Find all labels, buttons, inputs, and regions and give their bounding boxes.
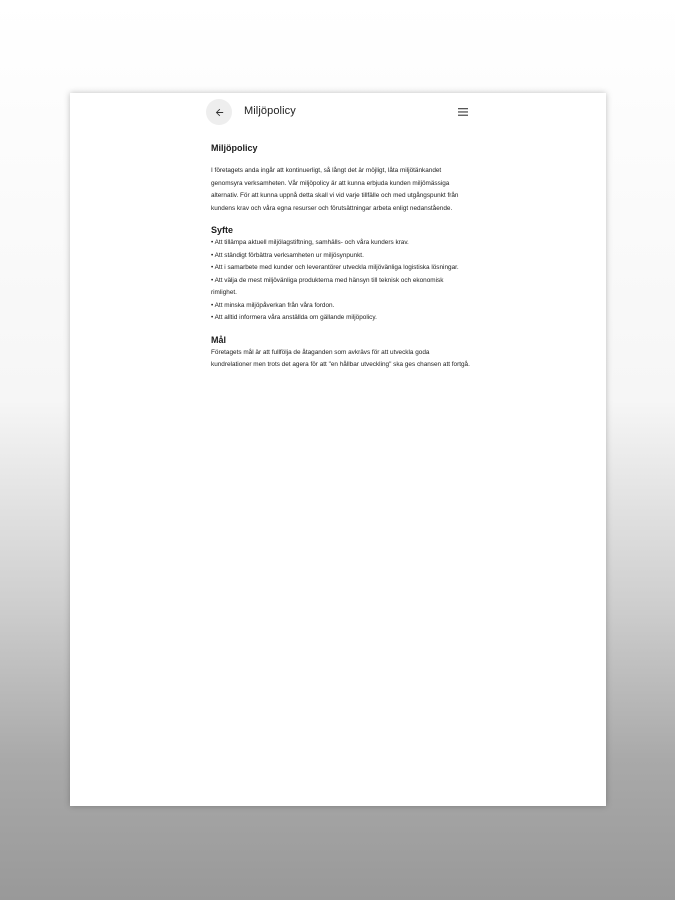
list-item: • Att tillämpa aktuell miljölagstiftning, samhälls- och våra kunders krav. bbox=[211, 239, 409, 246]
list-item: • Att alltid informera våra anställda om gällande miljöpolicy. bbox=[211, 314, 377, 321]
syfte-list bbox=[211, 237, 471, 325]
list-item: • Att ständigt förbättra verksamheten ur miljösynpunkt. bbox=[211, 251, 364, 259]
tablet-screen bbox=[70, 93, 606, 806]
hamburger-menu-icon bbox=[458, 108, 468, 116]
mal-heading: Mål bbox=[211, 334, 227, 345]
list-item: • Att välja de mest miljövänliga produkterna med hänsyn till teknisk och ekonomisk rimlighet. bbox=[211, 276, 444, 296]
content-heading: Miljöpolicy bbox=[211, 143, 258, 153]
mal-paragraph: Företagets mål är att fullfölja de åtaganden som avkrävs för att utveckla goda kundrelationer men trots det agera för att "en hållbar utveckling" ska ges chansen att fortgå. bbox=[211, 348, 470, 368]
list-item: • Att minska miljöpåverkan från våra fordon. bbox=[211, 301, 335, 309]
list-item: • Att i samarbete med kunder och leverantörer utveckla miljövänliga logistiska lösningar. bbox=[211, 264, 459, 271]
page-title: Miljöpolicy bbox=[244, 105, 296, 117]
arrow-left-icon bbox=[214, 107, 225, 118]
syfte-heading: Syfte bbox=[211, 225, 234, 235]
back-button[interactable] bbox=[206, 99, 232, 125]
app-bar bbox=[206, 99, 470, 129]
menu-button[interactable] bbox=[456, 105, 470, 119]
policy-content bbox=[211, 143, 471, 372]
intro-paragraph: I företagets anda ingår att kontinuerligt, så långt det är möjligt, låta miljötänkandet genomsyra verksamheten. Vår miljöpolicy är att kunna erbjuda kunden miljömässiga alternativ. För att kunna uppnå detta skall vi vid varje tillfälle och med utgångspunkt från kundens krav och våra egna resurser och förutsättningar arbeta enligt nedanstående. bbox=[211, 167, 459, 212]
